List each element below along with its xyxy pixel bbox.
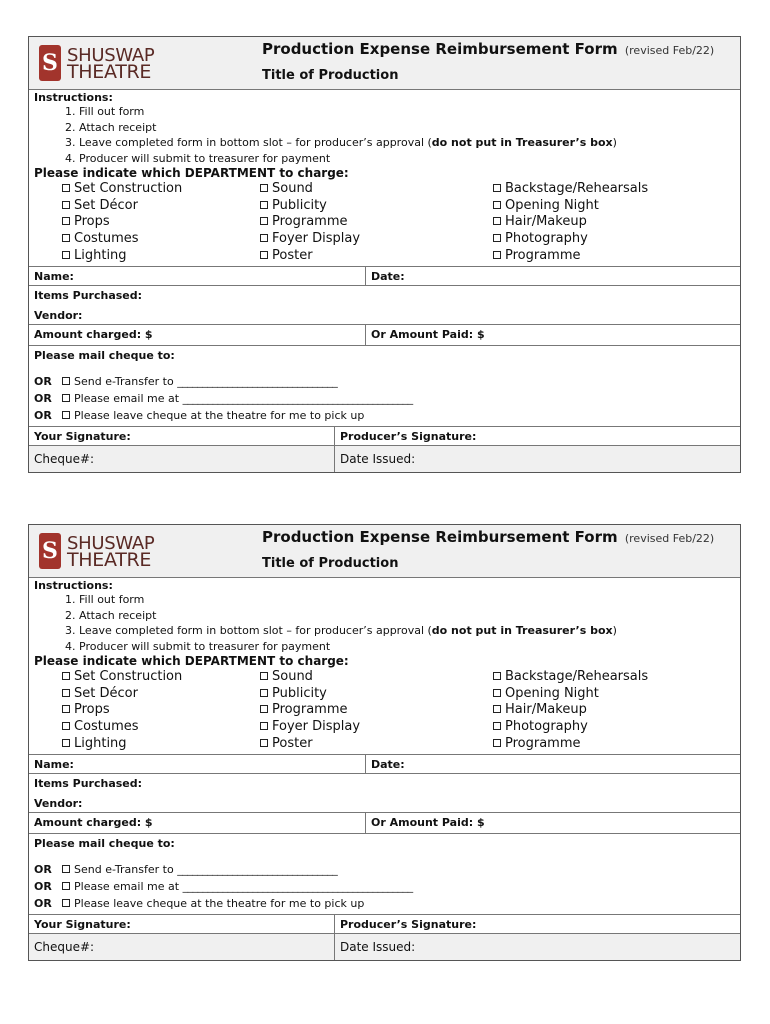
department-option-label: Photography bbox=[505, 231, 588, 247]
checkbox[interactable] bbox=[62, 689, 70, 697]
pickup-option[interactable]: OR Please leave cheque at the theatre for me to pick up bbox=[34, 897, 365, 910]
form-title: Production Expense Reimbursement Form (revised Feb/22) bbox=[262, 40, 715, 58]
name-date-row bbox=[29, 755, 740, 774]
cheque-number-field[interactable]: Cheque#: bbox=[34, 940, 95, 954]
department-section bbox=[29, 166, 740, 267]
instruction-item: 1. Fill out form bbox=[79, 104, 734, 120]
checkbox[interactable] bbox=[260, 705, 268, 713]
department-option-label: Programme bbox=[505, 735, 581, 751]
signature-row bbox=[29, 915, 740, 934]
department-option-label: Opening Night bbox=[505, 685, 599, 701]
department-section bbox=[29, 654, 740, 755]
department-option-label: Publicity bbox=[272, 685, 327, 701]
department-option[interactable] bbox=[493, 248, 648, 265]
items-purchased-field[interactable] bbox=[29, 774, 740, 796]
production-title-label: Title of Production bbox=[262, 556, 399, 571]
department-option[interactable] bbox=[260, 248, 360, 265]
instruction-item: 1. Fill out form bbox=[79, 592, 734, 608]
amount-row bbox=[29, 813, 740, 834]
etransfer-option[interactable]: OR Send e-Transfer to ________________________________ bbox=[34, 375, 338, 388]
amount-paid-field[interactable]: Or Amount Paid: $ bbox=[365, 813, 740, 833]
payment-method-section bbox=[29, 834, 740, 915]
department-column bbox=[493, 181, 648, 264]
department-option-label: Backstage/Rehearsals bbox=[505, 181, 649, 196]
checkbox[interactable] bbox=[260, 201, 268, 209]
signature-row bbox=[29, 427, 740, 446]
department-option-label: Poster bbox=[272, 247, 313, 263]
name-date-row bbox=[29, 267, 740, 286]
producer-signature-field[interactable]: Producer’s Signature: bbox=[334, 427, 740, 445]
checkbox[interactable] bbox=[260, 722, 268, 730]
checkbox[interactable] bbox=[260, 739, 268, 747]
checkbox[interactable] bbox=[493, 234, 501, 242]
checkbox[interactable] bbox=[493, 672, 501, 680]
department-option-label: Opening Night bbox=[505, 197, 599, 213]
date-issued-field[interactable]: Date Issued: bbox=[334, 446, 740, 472]
department-option[interactable] bbox=[260, 702, 360, 719]
department-option-label: Set Construction bbox=[74, 181, 183, 196]
department-label: Please indicate which DEPARTMENT to charge: bbox=[34, 654, 349, 668]
items-purchased-field[interactable] bbox=[29, 286, 740, 308]
form-header bbox=[29, 37, 740, 90]
instruction-item: 3. Leave completed form in bottom slot – for producer’s approval (do not put in Treasurer’s box) bbox=[79, 135, 734, 151]
department-option[interactable] bbox=[260, 686, 360, 703]
name-field[interactable]: Name: bbox=[34, 270, 74, 283]
instruction-item: 4. Producer will submit to treasurer for payment bbox=[79, 639, 734, 655]
name-field[interactable]: Name: bbox=[34, 758, 74, 771]
department-option-label: Costumes bbox=[74, 719, 139, 735]
producer-signature-field[interactable]: Producer’s Signature: bbox=[334, 915, 740, 933]
department-option-label: Hair/Makeup bbox=[505, 214, 587, 230]
instructions bbox=[29, 578, 740, 654]
amount-paid-field[interactable]: Or Amount Paid: $ bbox=[365, 325, 740, 345]
department-option-label: Sound bbox=[272, 669, 313, 684]
theatre-logo-icon: S bbox=[39, 533, 61, 569]
department-option[interactable] bbox=[62, 198, 182, 215]
your-signature-field[interactable]: Your Signature: bbox=[34, 918, 131, 931]
vendor-field[interactable] bbox=[29, 308, 740, 325]
department-option-label: Hair/Makeup bbox=[505, 702, 587, 718]
department-option-label: Programme bbox=[272, 702, 348, 718]
department-option[interactable] bbox=[493, 669, 648, 686]
checkbox[interactable] bbox=[493, 689, 501, 697]
department-option[interactable] bbox=[62, 231, 182, 248]
department-option[interactable] bbox=[62, 669, 182, 686]
department-option-label: Photography bbox=[505, 719, 588, 735]
cheque-row bbox=[29, 446, 740, 472]
checkbox[interactable] bbox=[62, 394, 70, 402]
production-title-label: Title of Production bbox=[262, 68, 399, 83]
department-option[interactable] bbox=[493, 736, 648, 753]
department-option[interactable] bbox=[493, 702, 648, 719]
revised-note: (revised Feb/22) bbox=[624, 44, 715, 57]
department-column bbox=[260, 669, 360, 752]
logo-text-line2: THEATRE bbox=[67, 549, 152, 571]
department-option[interactable] bbox=[260, 231, 360, 248]
department-option-label: Sound bbox=[272, 181, 313, 196]
theatre-logo bbox=[39, 44, 189, 84]
checkbox[interactable] bbox=[493, 251, 501, 259]
department-option-label: Poster bbox=[272, 735, 313, 751]
department-option-label: Set Construction bbox=[74, 669, 183, 684]
checkbox[interactable] bbox=[260, 234, 268, 242]
department-option[interactable] bbox=[493, 198, 648, 215]
checkbox[interactable] bbox=[62, 251, 70, 259]
department-option-label: Lighting bbox=[74, 735, 127, 751]
department-option[interactable] bbox=[260, 181, 360, 198]
checkbox[interactable] bbox=[493, 201, 501, 209]
reimbursement-form bbox=[28, 36, 741, 473]
instruction-emphasis: do not put in Treasurer’s box bbox=[431, 136, 613, 149]
email-option[interactable]: OR Please email me at ______________________________________________ bbox=[34, 392, 413, 405]
instruction-item: 4. Producer will submit to treasurer for payment bbox=[79, 151, 734, 167]
department-column bbox=[62, 181, 182, 264]
instructions-label: Instructions: bbox=[34, 579, 113, 592]
department-option[interactable] bbox=[493, 231, 648, 248]
vendor-label: Vendor: bbox=[34, 797, 83, 810]
cheque-number-field[interactable]: Cheque#: bbox=[34, 452, 95, 466]
checkbox[interactable] bbox=[62, 722, 70, 730]
department-column bbox=[260, 181, 360, 264]
department-option[interactable] bbox=[62, 702, 182, 719]
checkbox[interactable] bbox=[62, 739, 70, 747]
department-option-label: Backstage/Rehearsals bbox=[505, 669, 649, 684]
department-option-label: Set Décor bbox=[74, 197, 138, 213]
department-grid bbox=[34, 669, 735, 753]
department-option[interactable] bbox=[62, 181, 182, 198]
checkbox[interactable] bbox=[260, 251, 268, 259]
checkbox[interactable] bbox=[62, 411, 70, 419]
checkbox[interactable] bbox=[493, 184, 501, 192]
department-option-label: Foyer Display bbox=[272, 719, 361, 735]
department-option[interactable] bbox=[260, 736, 360, 753]
department-option[interactable] bbox=[62, 719, 182, 736]
instruction-item: 2. Attach receipt bbox=[79, 608, 734, 624]
mail-cheque-field[interactable]: Please mail cheque to: bbox=[34, 837, 175, 850]
checkbox[interactable] bbox=[493, 739, 501, 747]
reimbursement-form bbox=[28, 524, 741, 961]
department-option[interactable] bbox=[62, 214, 182, 231]
department-option[interactable] bbox=[260, 669, 360, 686]
amount-charged-field[interactable]: Amount charged: $ bbox=[34, 816, 153, 829]
logo-text-line1: SHUSWAP bbox=[67, 45, 155, 66]
instructions-label: Instructions: bbox=[34, 91, 113, 104]
department-option[interactable] bbox=[62, 686, 182, 703]
form-header bbox=[29, 525, 740, 578]
department-option-label: Props bbox=[74, 214, 110, 230]
department-option-label: Set Décor bbox=[74, 685, 138, 701]
department-option-label: Programme bbox=[272, 214, 348, 230]
mail-cheque-field[interactable]: Please mail cheque to: bbox=[34, 349, 175, 362]
vendor-field[interactable] bbox=[29, 796, 740, 813]
checkbox[interactable] bbox=[62, 217, 70, 225]
pickup-option[interactable]: OR Please leave cheque at the theatre for me to pick up bbox=[34, 409, 365, 422]
revised-note: (revised Feb/22) bbox=[624, 532, 715, 545]
items-purchased-label: Items Purchased: bbox=[34, 289, 143, 302]
theatre-logo bbox=[39, 532, 189, 572]
department-column bbox=[493, 669, 648, 752]
email-option[interactable]: OR Please email me at ______________________________________________ bbox=[34, 880, 413, 893]
logo-text-line1: SHUSWAP bbox=[67, 533, 155, 554]
checkbox[interactable] bbox=[493, 217, 501, 225]
department-option[interactable] bbox=[62, 248, 182, 265]
form-title: Production Expense Reimbursement Form (revised Feb/22) bbox=[262, 528, 715, 546]
checkbox[interactable] bbox=[62, 377, 70, 385]
instruction-item: 3. Leave completed form in bottom slot – for producer’s approval (do not put in Treasurer’s box) bbox=[79, 623, 734, 639]
instructions-list bbox=[34, 104, 734, 166]
department-option[interactable] bbox=[493, 686, 648, 703]
your-signature-field[interactable]: Your Signature: bbox=[34, 430, 131, 443]
instructions bbox=[29, 90, 740, 166]
checkbox[interactable] bbox=[493, 705, 501, 713]
department-option[interactable] bbox=[493, 719, 648, 736]
amount-charged-field[interactable]: Amount charged: $ bbox=[34, 328, 153, 341]
instruction-emphasis: do not put in Treasurer’s box bbox=[431, 624, 613, 637]
department-label: Please indicate which DEPARTMENT to charge: bbox=[34, 166, 349, 180]
checkbox[interactable] bbox=[260, 689, 268, 697]
logo-text-line2: THEATRE bbox=[67, 61, 152, 83]
department-option[interactable] bbox=[260, 719, 360, 736]
checkbox[interactable] bbox=[62, 882, 70, 890]
instruction-item: 2. Attach receipt bbox=[79, 120, 734, 136]
department-option[interactable] bbox=[260, 198, 360, 215]
department-option[interactable] bbox=[260, 214, 360, 231]
department-option[interactable] bbox=[493, 214, 648, 231]
checkbox[interactable] bbox=[62, 672, 70, 680]
department-option-label: Programme bbox=[505, 247, 581, 263]
department-option-label: Foyer Display bbox=[272, 231, 361, 247]
checkbox[interactable] bbox=[62, 184, 70, 192]
department-option[interactable] bbox=[62, 736, 182, 753]
department-option-label: Costumes bbox=[74, 231, 139, 247]
items-purchased-label: Items Purchased: bbox=[34, 777, 143, 790]
amount-row bbox=[29, 325, 740, 346]
department-column bbox=[62, 669, 182, 752]
instructions-list bbox=[34, 592, 734, 654]
department-option-label: Lighting bbox=[74, 247, 127, 263]
cheque-row bbox=[29, 934, 740, 960]
payment-method-section bbox=[29, 346, 740, 427]
checkbox[interactable] bbox=[62, 899, 70, 907]
checkbox[interactable] bbox=[62, 201, 70, 209]
checkbox[interactable] bbox=[493, 722, 501, 730]
date-issued-field[interactable]: Date Issued: bbox=[334, 934, 740, 960]
date-field[interactable]: Date: bbox=[365, 755, 740, 773]
department-option-label: Publicity bbox=[272, 197, 327, 213]
theatre-logo-icon: S bbox=[39, 45, 61, 81]
etransfer-option[interactable]: OR Send e-Transfer to ________________________________ bbox=[34, 863, 338, 876]
vendor-label: Vendor: bbox=[34, 309, 83, 322]
checkbox[interactable] bbox=[62, 865, 70, 873]
checkbox[interactable] bbox=[260, 217, 268, 225]
department-grid bbox=[34, 181, 735, 265]
date-field[interactable]: Date: bbox=[365, 267, 740, 285]
checkbox[interactable] bbox=[62, 705, 70, 713]
checkbox[interactable] bbox=[62, 234, 70, 242]
department-option[interactable] bbox=[493, 181, 648, 198]
checkbox[interactable] bbox=[260, 672, 268, 680]
department-option-label: Props bbox=[74, 702, 110, 718]
checkbox[interactable] bbox=[260, 184, 268, 192]
